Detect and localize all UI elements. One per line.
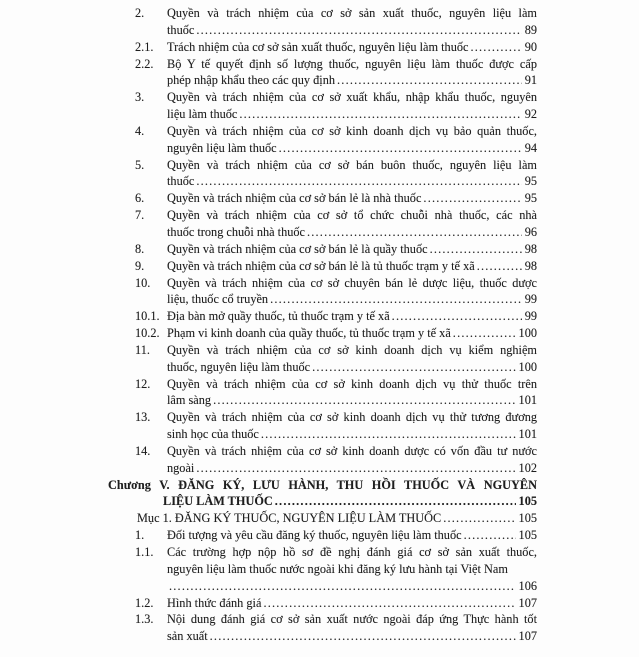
- toc-line: [135, 342, 537, 359]
- toc-line: [137, 510, 537, 527]
- toc-number: 7.: [135, 208, 145, 223]
- toc-line: [135, 39, 537, 56]
- toc-line: [135, 56, 537, 73]
- page-number: 91: [524, 73, 537, 88]
- page-number: 107: [518, 629, 537, 644]
- toc-line: [135, 5, 537, 22]
- toc-line: [135, 258, 537, 275]
- toc-line: [135, 392, 537, 409]
- toc-number: 2.2.: [135, 56, 154, 71]
- toc-line: [135, 123, 537, 140]
- toc-title: Quyền và trách nhiệm của cơ sở xuất khẩu, nhập khẩu thuốc, nguyên: [167, 90, 537, 105]
- page-number: 105: [518, 528, 537, 543]
- toc-number: 1.: [135, 528, 145, 543]
- toc-line: [135, 72, 537, 89]
- toc-line: [135, 140, 537, 157]
- toc-number: 3.: [135, 90, 145, 105]
- toc-title: Quyền và trách nhiệm của cơ sở sản xuất thuốc, nguyên liệu làm: [167, 6, 537, 20]
- toc-line: [135, 578, 537, 595]
- toc-number: 6.: [135, 191, 145, 206]
- toc-line: [135, 291, 537, 308]
- toc-number: 10.2.: [135, 326, 160, 341]
- toc-title: Quyền và trách nhiệm của cơ sở tổ chức chuỗi nhà thuốc, các nhà: [167, 208, 537, 223]
- toc-number: 1.2.: [135, 595, 154, 610]
- toc-line: [135, 106, 537, 123]
- toc-title: Địa bàn mở quầy thuốc, tủ thuốc trạm y tế xã: [167, 309, 390, 324]
- toc-title: Hình thức đánh giá: [167, 595, 262, 610]
- dot-leader: [194, 460, 515, 477]
- dot-leader: [167, 578, 516, 595]
- page-number: 99: [524, 292, 537, 307]
- toc-line: [135, 190, 537, 207]
- toc-line: [135, 308, 537, 325]
- dot-leader: [208, 628, 516, 645]
- toc-number: 11.: [135, 342, 150, 357]
- toc-title: Quyền và trách nhiệm của cơ sở kinh doanh dịch vụ bảo quản thuốc,: [167, 123, 537, 138]
- toc-number: 10.: [135, 275, 151, 290]
- toc-line: [135, 544, 537, 561]
- toc-line: [135, 595, 537, 612]
- toc-line: [163, 493, 537, 510]
- toc-title: Nội dung đánh giá cơ sở sản xuất nước ngoài đáp ứng Thực hành tốt: [167, 612, 537, 627]
- dot-leader: [428, 241, 522, 258]
- toc-line: [135, 22, 537, 39]
- dot-leader: [273, 493, 516, 510]
- toc-line: [135, 359, 537, 376]
- dot-leader: [462, 527, 516, 544]
- page-number: 98: [524, 241, 537, 256]
- toc-list: [108, 5, 537, 645]
- toc-title: Quyền và trách nhiệm của cơ sở chuyên bán lẻ dược liệu, thuốc dược: [167, 275, 537, 290]
- toc-number: 14.: [135, 443, 151, 458]
- toc-title: nguyên liệu làm thuốc nước ngoài khi đăng ký lưu hành tại Việt Nam: [167, 561, 508, 576]
- toc-number: 1.1.: [135, 545, 154, 559]
- toc-title: Quyền và trách nhiệm của cơ sở bán lẻ là quầy thuốc: [167, 241, 428, 256]
- toc-title: Chương V. ĐĂNG KÝ, LƯU HÀNH, THU HỒI THUỐC VÀ NGUYÊN: [108, 477, 537, 492]
- page-number: 94: [524, 140, 537, 155]
- toc-title: nguyên liệu làm thuốc: [167, 140, 277, 155]
- dot-leader: [268, 291, 522, 308]
- toc-line: [135, 443, 537, 460]
- page-number: 100: [518, 359, 537, 374]
- page-number: 105: [518, 494, 537, 509]
- toc-number: 1.3.: [135, 612, 154, 627]
- toc-line: [135, 426, 537, 443]
- toc-title: Các trường hợp nộp hồ sơ đề nghị đánh giá cơ sở sản xuất thuốc,: [167, 545, 537, 559]
- toc-line: [135, 325, 537, 342]
- toc-line: [135, 224, 537, 241]
- toc-title: Quyền và trách nhiệm của cơ sở bán lẻ là nhà thuốc: [167, 191, 422, 206]
- dot-leader: [335, 72, 522, 89]
- page-number: 96: [524, 224, 537, 239]
- toc-title: sinh học của thuốc: [167, 427, 259, 442]
- page-number: 99: [524, 309, 537, 324]
- toc-number: 2.: [135, 6, 145, 20]
- page-number: 92: [524, 107, 537, 122]
- toc-line: [135, 241, 537, 258]
- toc-title: thuốc: [167, 174, 195, 189]
- dot-leader: [305, 224, 522, 241]
- page-number: 106: [518, 578, 537, 593]
- toc-title: liệu, thuốc cổ truyền: [167, 292, 269, 307]
- toc-line: [135, 207, 537, 224]
- dot-leader: [194, 173, 521, 190]
- toc-line: [135, 409, 537, 426]
- toc-line: [135, 89, 537, 106]
- toc-title: Mục 1. ĐĂNG KÝ THUỐC, NGUYÊN LIỆU LÀM THUỐC: [137, 511, 442, 526]
- page-number: 89: [524, 22, 537, 37]
- toc-number: 8.: [135, 241, 145, 256]
- toc-number: 13.: [135, 410, 151, 425]
- dot-leader: [310, 359, 515, 376]
- toc-line: [135, 527, 537, 544]
- dot-leader: [237, 106, 521, 123]
- dot-leader: [277, 140, 522, 157]
- toc-number: 5.: [135, 157, 145, 172]
- toc-title: thuốc: [167, 22, 195, 37]
- dot-leader: [451, 325, 516, 342]
- dot-leader: [421, 190, 521, 207]
- toc-title: Quyền và trách nhiệm của cơ sở kinh doanh dịch vụ thử tương đương: [167, 410, 537, 425]
- page-number: 100: [518, 326, 537, 341]
- toc-number: 9.: [135, 258, 145, 273]
- toc-number: 12.: [135, 376, 151, 391]
- toc-title: Phạm vi kinh doanh của quầy thuốc, tủ thuốc trạm y tế xã: [167, 326, 451, 341]
- toc-title: Quyền và trách nhiệm của cơ sở kinh doanh dược có vốn đầu tư nước: [167, 443, 537, 458]
- toc-title: Quyền và trách nhiệm của cơ sở bán buôn thuốc, nguyên liệu làm: [167, 157, 537, 172]
- toc-line: [135, 157, 537, 174]
- page-number: 95: [524, 174, 537, 189]
- toc-title: Quyền và trách nhiệm của cơ sở kinh doanh dịch vụ kiểm nghiệm: [167, 342, 537, 357]
- dot-leader: [194, 22, 521, 39]
- toc-title: liệu làm thuốc: [167, 107, 238, 122]
- page-number: 95: [524, 191, 537, 206]
- dot-leader: [259, 426, 516, 443]
- page-number: 102: [518, 460, 537, 475]
- toc-title: Bộ Y tế quyết định số lượng thuốc, nguyên liệu làm thuốc được cấp: [167, 56, 537, 71]
- dot-leader: [475, 258, 522, 275]
- page-number: 90: [524, 39, 537, 54]
- toc-title: Đối tượng và yêu cầu đăng ký thuốc, nguyên liệu làm thuốc: [167, 528, 462, 543]
- dot-leader: [468, 39, 521, 56]
- toc-line: [135, 611, 537, 628]
- page-number: 98: [524, 258, 537, 273]
- toc-title: Trách nhiệm của cơ sở sản xuất thuốc, nguyên liệu làm thuốc: [167, 39, 469, 54]
- dot-leader: [261, 595, 515, 612]
- dot-leader: [441, 510, 515, 527]
- toc-line: [135, 275, 537, 292]
- toc-number: 4.: [135, 123, 145, 138]
- toc-title: lâm sàng: [167, 393, 212, 408]
- toc-line: [135, 376, 537, 393]
- toc-line: [135, 460, 537, 477]
- toc-title: phép nhập khẩu theo các quy định: [167, 73, 336, 88]
- toc-title: Quyền và trách nhiệm của cơ sở kinh doanh dịch vụ thử thuốc trên: [167, 376, 537, 391]
- toc-number: 2.1.: [135, 39, 154, 54]
- toc-line: [135, 628, 537, 645]
- page-number: 105: [518, 511, 537, 526]
- page-number: 101: [518, 427, 537, 442]
- toc-title: Quyền và trách nhiệm của cơ sở bán lẻ là tủ thuốc trạm y tế xã: [167, 258, 475, 273]
- page-number: 101: [518, 393, 537, 408]
- toc-title: ngoài: [167, 460, 195, 475]
- toc-line: [108, 477, 537, 494]
- toc-number: 10.1.: [135, 309, 160, 324]
- dot-leader: [390, 308, 522, 325]
- toc-line: [135, 561, 537, 578]
- toc-title: sản xuất: [167, 629, 208, 644]
- toc-title: thuốc, nguyên liệu làm thuốc: [167, 359, 311, 374]
- dot-leader: [211, 392, 515, 409]
- toc-title: thuốc trong chuỗi nhà thuốc: [167, 224, 305, 239]
- toc-title: LIỆU LÀM THUỐC: [163, 494, 273, 509]
- toc-line: [135, 173, 537, 190]
- page-number: 107: [518, 595, 537, 610]
